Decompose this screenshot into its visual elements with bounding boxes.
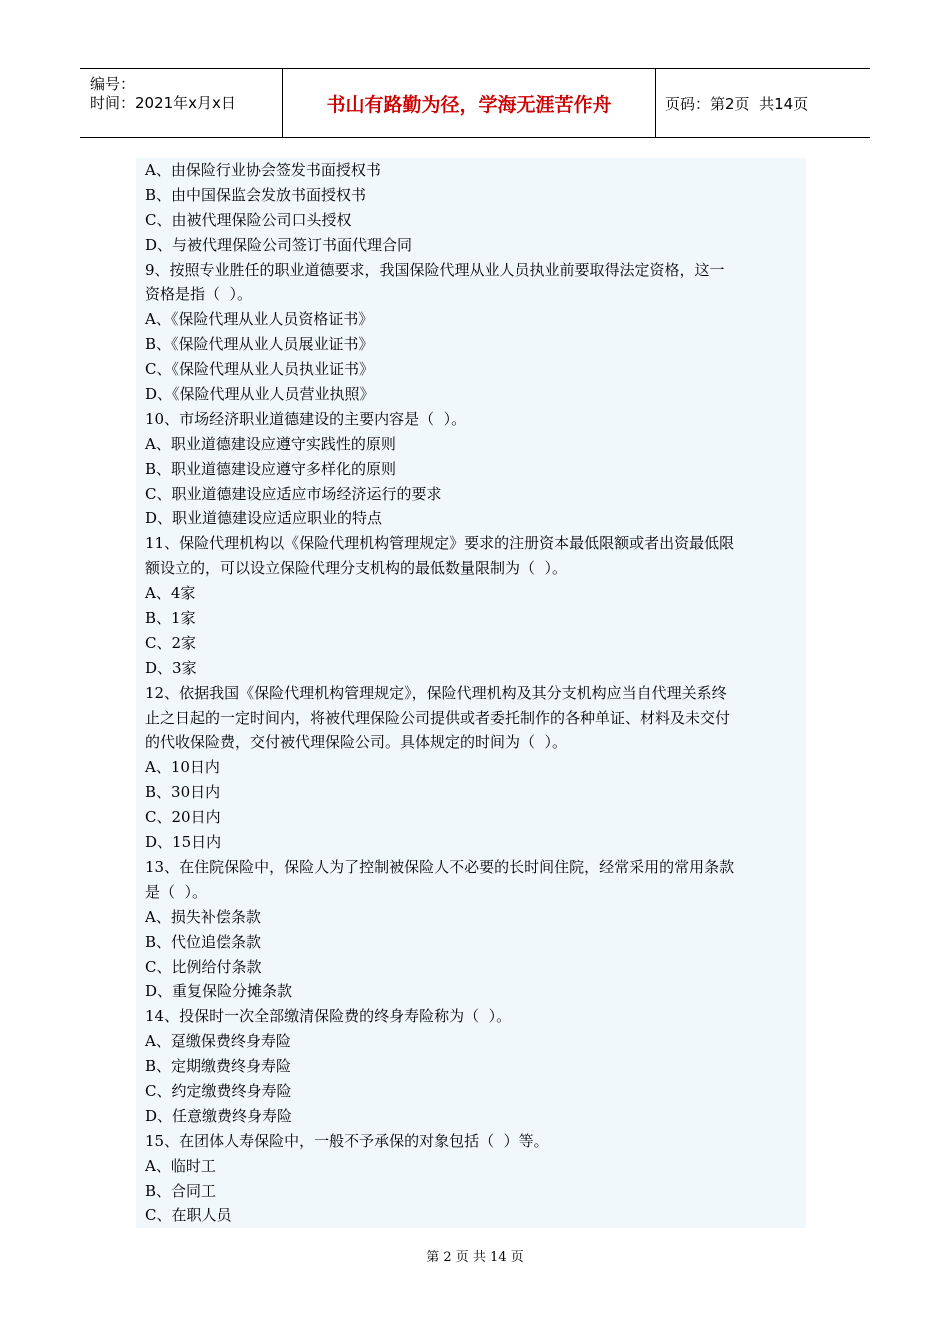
header-motto: 书山有路勤为径，学海无涯苦作舟 <box>282 69 656 137</box>
content-line: C、《保险代理从业人员执业证书》 <box>145 360 374 379</box>
content-line: A、职业道德建设应遵守实践性的原则 <box>145 434 396 453</box>
content-line: C、约定缴费终身寿险 <box>145 1081 292 1100</box>
content-line: 14、投保时一次全部缴清保险费的终身寿险称为（ ）。 <box>145 1007 512 1026</box>
content-line: 的代收保险费，交付被代理保险公司。具体规定的时间为（ ）。 <box>145 733 568 752</box>
content-line: A、趸缴保费终身寿险 <box>145 1032 291 1051</box>
content-line: D、3家 <box>145 658 197 677</box>
content-line: A、《保险代理从业人员资格证书》 <box>145 310 374 329</box>
content-line: A、10日内 <box>145 758 220 777</box>
content-line: 10、市场经济职业道德建设的主要内容是（ ）。 <box>145 409 467 428</box>
content-line: 13、在住院保险中，保险人为了控制被保险人不必要的长时间住院，经常采用的常用条款 <box>145 857 735 876</box>
content-line: 是（ ）。 <box>145 882 208 901</box>
content-line: B、由中国保监会发放书面授权书 <box>145 185 367 204</box>
header-info <box>80 69 282 137</box>
header-page-info: 页码：第2页 共14页 <box>665 94 809 113</box>
content-line: B、30日内 <box>145 783 221 802</box>
content-line: 额设立的，可以设立保险代理分支机构的最低数量限制为（ ）。 <box>145 559 568 578</box>
content-line: 15、在团体人寿保险中，一般不予承保的对象包括（ ）等。 <box>145 1131 549 1150</box>
document-date: 时间：2021年x月x日 <box>90 94 236 112</box>
content-line: C、职业道德建设应适应市场经济运行的要求 <box>145 484 442 503</box>
content-line: B、《保险代理从业人员展业证书》 <box>145 335 374 354</box>
content-line: D、15日内 <box>145 833 222 852</box>
document-number-label: 编号： <box>90 75 136 93</box>
content-line: D、《保险代理从业人员营业执照》 <box>145 385 375 404</box>
content-line: C、在职人员 <box>145 1206 232 1225</box>
content-line: 12、依据我国《保险代理机构管理规定》，保险代理机构及其分支机构应当自代理关系终 <box>145 683 727 702</box>
content-line: D、重复保险分摊条款 <box>145 982 293 1001</box>
content-line: A、4家 <box>145 584 196 603</box>
content-line: C、2家 <box>145 633 197 652</box>
content-line: B、定期缴费终身寿险 <box>145 1057 292 1076</box>
content-line: B、职业道德建设应遵守多样化的原则 <box>145 459 397 478</box>
content-line: D、任意缴费终身寿险 <box>145 1106 293 1125</box>
content-line: C、由被代理保险公司口头授权 <box>145 210 352 229</box>
page-footer: 第 2 页 共 14 页 <box>426 1250 524 1265</box>
content-line: D、职业道德建设应适应职业的特点 <box>145 509 383 528</box>
content-line: B、合同工 <box>145 1181 217 1200</box>
content-line: C、比例给付条款 <box>145 957 262 976</box>
content-line: 11、保险代理机构以《保险代理机构管理规定》要求的注册资本最低限额或者出资最低限 <box>145 534 735 553</box>
content-line: C、20日内 <box>145 808 221 827</box>
content-line: A、临时工 <box>145 1156 216 1175</box>
content-line: 9、按照专业胜任的职业道德要求，我国保险代理从业人员执业前要取得法定资格，这一 <box>145 260 725 279</box>
question-content <box>136 158 806 1228</box>
content-line: A、由保险行业协会签发书面授权书 <box>145 161 381 179</box>
page-header <box>80 68 870 138</box>
content-line: 资格是指（ ）。 <box>145 285 253 304</box>
content-line: A、损失补偿条款 <box>145 907 261 926</box>
content-line: D、与被代理保险公司签订书面代理合同 <box>145 235 413 254</box>
content-line: B、1家 <box>145 609 196 628</box>
content-line: 止之日起的一定时间内，将被代理保险公司提供或者委托制作的各种单证、材料及未交付 <box>145 708 731 727</box>
content-line: B、代位追偿条款 <box>145 932 262 951</box>
